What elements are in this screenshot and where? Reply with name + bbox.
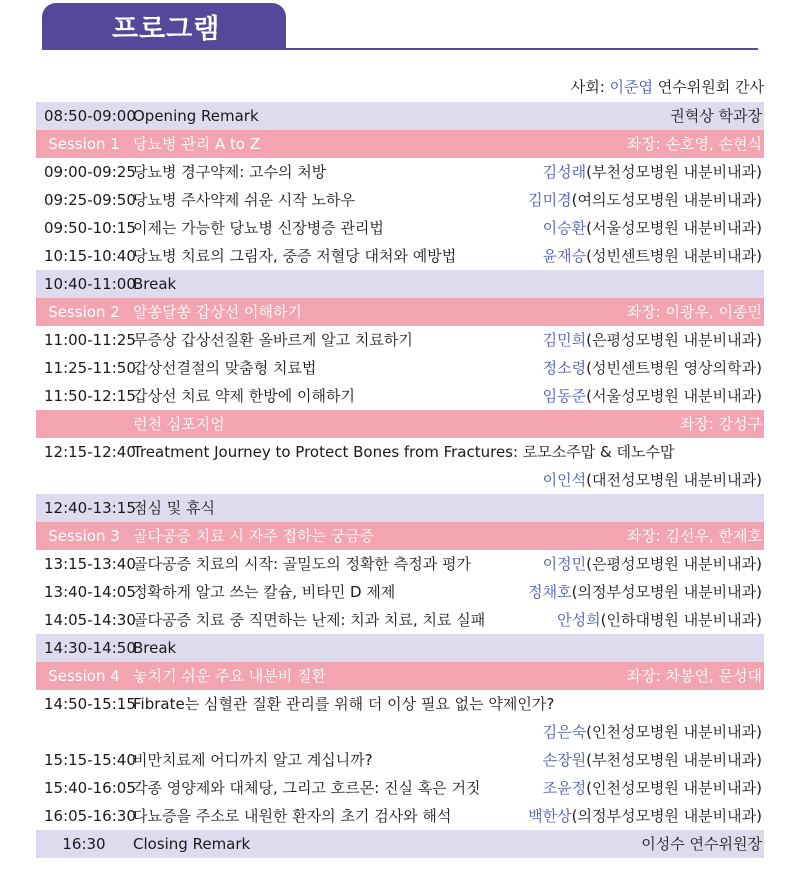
time-slot: 14:30-14:50 xyxy=(44,639,136,657)
session-title: 당뇨병 관리 A to Z xyxy=(133,135,261,153)
talk-row xyxy=(36,158,764,186)
session-title: 놓치기 쉬운 주요 내분비 질환 xyxy=(133,667,326,685)
talk-title: 당뇨병 치료의 그림자, 중증 저혈당 대처와 예방법 xyxy=(133,247,457,265)
speaker-affiliation: (은평성모병원 내분비내과) xyxy=(586,331,762,349)
talk-title: 점심 및 휴식 xyxy=(133,499,215,517)
speaker-name: 김미경 xyxy=(528,191,572,209)
speaker-affiliation: (여의도성모병원 내분비내과) xyxy=(571,191,762,209)
moderator-line xyxy=(571,77,764,97)
speaker-affiliation: (서울성모병원 내분비내과) xyxy=(586,219,762,237)
session-chairs: 좌장: 강성구 xyxy=(679,415,762,433)
talk-title: Treatment Journey to Protect Bones from Fractures: 로모소주맙 & 데노수맙 xyxy=(133,443,675,461)
time-slot: 14:05-14:30 xyxy=(44,611,136,629)
talk-title: 비만치료제 어디까지 알고 계십니까? xyxy=(133,751,373,769)
talk-title: 정확하게 알고 쓰는 칼슘, 비타민 D 제제 xyxy=(133,583,396,601)
session-chairs: 좌장: 이광우, 이종민 xyxy=(626,303,762,321)
moderator-role: 연수위원회 간사 xyxy=(653,78,764,96)
break-row xyxy=(36,830,764,858)
session-title: 골다공증 치료 시 자주 접하는 궁금증 xyxy=(133,527,375,545)
session-label: Session 3 xyxy=(48,527,120,545)
time-slot: 12:15-12:40 xyxy=(44,443,136,461)
speaker-affiliation: (인하대병원 내분비내과) xyxy=(600,611,762,629)
speaker-affiliation: (부천성모병원 내분비내과) xyxy=(586,751,762,769)
speaker-affiliation: (대전성모병원 내분비내과) xyxy=(586,471,762,489)
speaker-name: 안성희 xyxy=(557,611,601,629)
time-slot: 11:50-12:15 xyxy=(44,387,136,405)
speaker-name: 김민희 xyxy=(542,331,587,349)
talk-row xyxy=(36,214,764,242)
speaker-affiliation: (성빈센트병원 내분비내과) xyxy=(586,247,762,265)
speaker xyxy=(543,214,762,242)
talk-row xyxy=(36,186,764,214)
speaker-name: 이인석 xyxy=(542,471,587,489)
talk-title: 이제는 가능한 당뇨병 신장병증 관리법 xyxy=(133,219,384,237)
speaker-affiliation: (은평성모병원 내분비내과) xyxy=(586,555,762,573)
speaker xyxy=(543,326,762,354)
speaker xyxy=(543,746,762,774)
speaker: 이성수 연수위원장 xyxy=(641,835,762,853)
speaker xyxy=(543,354,762,382)
talk-row xyxy=(36,466,764,494)
speaker-affiliation: (의정부성모병원 내분비내과) xyxy=(571,807,762,825)
time-slot: 15:15-15:40 xyxy=(44,751,136,769)
talk-title: 갑상선결절의 맞춤형 치료법 xyxy=(133,359,317,377)
time-slot: 09:50-10:15 xyxy=(44,219,136,237)
time-slot: 16:05-16:30 xyxy=(44,807,136,825)
talk-title: 골다공증 치료의 시작: 골밀도의 정확한 측정과 평가 xyxy=(133,555,471,573)
speaker xyxy=(543,242,762,270)
talk-row xyxy=(36,354,764,382)
page-title: 프로그램 xyxy=(112,14,221,45)
talk-row xyxy=(36,802,764,830)
session-chairs: 좌장: 차봉연, 문성대 xyxy=(626,667,762,685)
speaker-name: 임동준 xyxy=(542,387,587,405)
time-slot: 10:40-11:00 xyxy=(44,275,136,293)
session-header-row xyxy=(36,522,764,550)
speaker: 권혁상 학과장 xyxy=(670,107,762,125)
talk-row xyxy=(36,438,764,466)
session-title: 런천 심포지엄 xyxy=(133,415,225,433)
speaker-name: 윤재승 xyxy=(542,247,587,265)
time-slot: 13:15-13:40 xyxy=(44,555,136,573)
talk-title: 당뇨병 경구약제: 고수의 처방 xyxy=(133,163,327,181)
time-slot: 10:15-10:40 xyxy=(44,247,136,265)
talk-row xyxy=(36,242,764,270)
speaker-name: 손장원 xyxy=(542,751,587,769)
session-label: Session 4 xyxy=(48,667,120,685)
time-slot: 12:40-13:15 xyxy=(44,499,136,517)
speaker-name: 김은숙 xyxy=(542,723,587,741)
talk-title: Break xyxy=(133,639,177,657)
speaker xyxy=(543,466,762,494)
speaker xyxy=(528,578,762,606)
moderator-label: 사회: xyxy=(570,78,610,96)
talk-title: Opening Remark xyxy=(133,107,259,125)
break-row xyxy=(36,102,764,130)
talk-row xyxy=(36,326,764,354)
break-row xyxy=(36,270,764,298)
session-header-row xyxy=(36,410,764,438)
time-slot: 08:50-09:00 xyxy=(44,107,136,125)
time-slot: 13:40-14:05 xyxy=(44,583,136,601)
moderator-name: 이준엽 xyxy=(609,78,654,96)
speaker xyxy=(543,774,762,802)
talk-title: Break xyxy=(133,275,177,293)
session-title: 알쏭달쏭 갑상선 이해하기 xyxy=(133,303,302,321)
time-slot: 14:50-15:15 xyxy=(44,695,136,713)
time-slot: 11:25-11:50 xyxy=(44,359,136,377)
break-row xyxy=(36,634,764,662)
session-label: Session 2 xyxy=(48,303,120,321)
speaker xyxy=(543,158,762,186)
time-slot: 16:30 xyxy=(62,835,106,853)
session-chairs: 좌장: 김선우, 한제호 xyxy=(626,527,762,545)
speaker xyxy=(543,382,762,410)
session-header-row xyxy=(36,662,764,690)
talk-title: 골다공증 치료 중 직면하는 난제: 치과 치료, 치료 실패 xyxy=(133,611,486,629)
talk-row xyxy=(36,550,764,578)
speaker xyxy=(528,186,762,214)
program-title-tab xyxy=(42,3,286,49)
talk-row xyxy=(36,606,764,634)
talk-row xyxy=(36,690,764,718)
time-slot: 09:25-09:50 xyxy=(44,191,136,209)
talk-title: Closing Remark xyxy=(133,835,251,853)
talk-title: Fibrate는 심혈관 질환 관리를 위해 더 이상 필요 없는 약제인가? xyxy=(133,695,555,713)
session-header-row xyxy=(36,298,764,326)
speaker xyxy=(528,802,762,830)
speaker xyxy=(557,606,762,634)
talk-title: 각종 영양제와 대체당, 그리고 호르몬: 진실 혹은 거짓 xyxy=(133,779,481,797)
talk-row xyxy=(36,578,764,606)
talk-row xyxy=(36,718,764,746)
title-underline xyxy=(42,48,758,50)
speaker-name: 정채호 xyxy=(528,583,572,601)
speaker-affiliation: (인천성모병원 내분비내과) xyxy=(586,723,762,741)
speaker-name: 이승환 xyxy=(542,219,587,237)
session-label: Session 1 xyxy=(48,135,120,153)
time-slot: 09:00-09:25 xyxy=(44,163,136,181)
speaker-name: 김성래 xyxy=(542,163,587,181)
speaker-affiliation: (성빈센트병원 영상의학과) xyxy=(586,359,762,377)
speaker-name: 조윤정 xyxy=(542,779,587,797)
talk-title: 다뇨증을 주소로 내원한 환자의 초기 검사와 해석 xyxy=(133,807,452,825)
time-slot: 11:00-11:25 xyxy=(44,331,136,349)
speaker xyxy=(543,718,762,746)
talk-row xyxy=(36,382,764,410)
session-header-row xyxy=(36,130,764,158)
break-row xyxy=(36,494,764,522)
talk-title: 당뇨병 주사약제 쉬운 시작 노하우 xyxy=(133,191,355,209)
speaker-affiliation: (서울성모병원 내분비내과) xyxy=(586,387,762,405)
session-chairs: 좌장: 손호영, 손현식 xyxy=(626,135,762,153)
speaker-affiliation: (부천성모병원 내분비내과) xyxy=(586,163,762,181)
speaker-name: 이정민 xyxy=(542,555,587,573)
speaker-affiliation: (인천성모병원 내분비내과) xyxy=(586,779,762,797)
speaker-name: 정소령 xyxy=(542,359,587,377)
speaker-name: 백한상 xyxy=(528,807,572,825)
talk-row xyxy=(36,746,764,774)
talk-row xyxy=(36,774,764,802)
talk-title: 무증상 갑상선질환 올바르게 알고 치료하기 xyxy=(133,331,413,349)
talk-title: 갑상선 치료 약제 한방에 이해하기 xyxy=(133,387,355,405)
speaker-affiliation: (의정부성모병원 내분비내과) xyxy=(571,583,762,601)
speaker xyxy=(543,550,762,578)
time-slot: 15:40-16:05 xyxy=(44,779,136,797)
